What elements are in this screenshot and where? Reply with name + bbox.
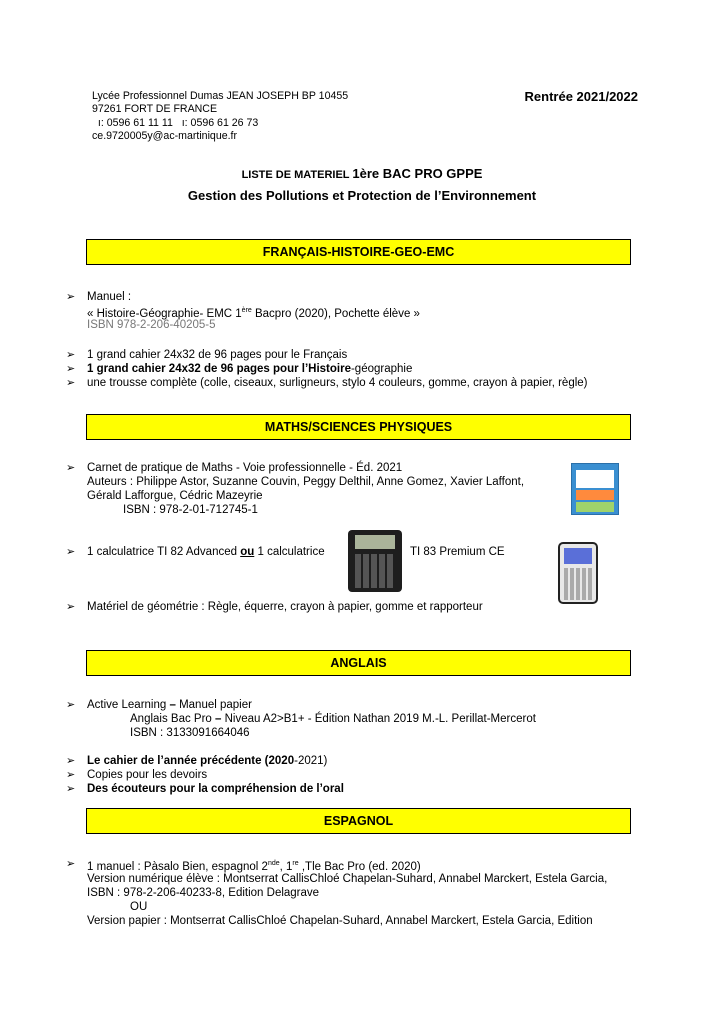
espagnol-numerique: Version numérique élève : Montserrat CallisChloé Chapelan-Suhard, Annabel Marckert, Estela Garcia,: [87, 873, 608, 885]
item-text: Copies pour les devoirs: [87, 769, 208, 781]
niveau-b: Niveau A2>B1+ - Édition Nathan 2019 M.-L. Perillat-Mercerot: [221, 713, 536, 725]
school-city: 97261 FORT DE FRANCE: [92, 103, 218, 116]
maths-authors-line1: Auteurs : Philippe Astor, Suzanne Couvin, Peggy Delthil, Anne Gomez, Xavier Laffont,: [87, 476, 525, 488]
book-band: [576, 470, 614, 488]
active-dash: –: [169, 699, 176, 711]
arrow-bullet-icon: ➢: [66, 769, 76, 781]
arrow-bullet-icon: ➢: [66, 462, 76, 474]
book-band: [576, 502, 614, 512]
maths-authors-line2: Gérald Lafforgue, Cédric Mazeyrie: [87, 490, 263, 502]
section-heading-anglais: ANGLAIS: [86, 650, 631, 676]
arrow-bullet-icon: ➢: [66, 755, 76, 767]
espagnol-papier: Version papier : Montserrat CallisChloé Chapelan-Suhard, Annabel Marckert, Estela Garcia, Edition: [87, 915, 593, 927]
espagnol-or: OU: [130, 901, 148, 913]
school-name: Lycée Professionnel Dumas JEAN JOSEPH BP 10455: [92, 90, 349, 102]
school-email[interactable]: ce.9720005y@ac-martinique.fr: [92, 130, 238, 143]
arrow-bullet-icon: ➢: [66, 546, 76, 558]
calc-or: ou: [240, 546, 255, 558]
calculator-keys: [355, 554, 395, 588]
school-phone: ı: 0596 61 11 11 ı: 0596 61 26 73: [92, 116, 259, 129]
item-text: [87, 362, 412, 376]
arrow-bullet-icon: ➢: [66, 601, 76, 613]
active-b: Manuel papier: [175, 699, 252, 711]
manual-label: Manuel :: [87, 291, 132, 303]
school-year: Rentrée 2021/2022: [524, 89, 638, 104]
anglais-niveau: [130, 712, 536, 726]
calc-text-a: 1 calculatrice TI 82 Advanced: [87, 546, 241, 558]
item-text: Matériel de géométrie : Règle, équerre, crayon à papier, gomme et rapporteur: [87, 601, 483, 613]
item-text: une trousse complète (colle, ciseaux, surligneurs, stylo 4 couleurs, gomme, crayon à papier, règle): [87, 377, 588, 389]
espagnol-isbn: ISBN : 978-2-206-40233-8, Edition Delagrave: [87, 887, 320, 899]
title-main: 1ère BAC PRO GPPE: [352, 166, 483, 181]
manuel-b: , 1: [279, 860, 293, 873]
manuel-sup2: re: [292, 860, 299, 867]
arrow-bullet-icon: ➢: [66, 858, 76, 870]
arrow-bullet-icon: ➢: [66, 349, 76, 361]
calculator-screen: [564, 548, 592, 564]
manual-isbn: ISBN 978-2-206-40205-5: [87, 319, 216, 331]
item-text: [87, 698, 252, 712]
niveau-dash: –: [215, 713, 222, 725]
item-text: [87, 754, 327, 768]
manuel-sup1: nde: [267, 860, 280, 867]
item-text-rest: -géographie: [350, 363, 413, 375]
ti82-calculator-icon: [348, 530, 402, 592]
section-heading-maths: MATHS/SCIENCES PHYSIQUES: [86, 414, 631, 440]
arrow-bullet-icon: ➢: [66, 699, 76, 711]
arrow-bullet-icon: ➢: [66, 363, 76, 375]
school-address: [92, 90, 348, 144]
manual-title-a: « Histoire-Géographie- EMC 1: [87, 307, 242, 320]
active-a: Active Learning: [87, 699, 170, 711]
section-heading-espagnol: ESPAGNOL: [86, 808, 631, 834]
section-heading-francais: FRANÇAIS-HISTOIRE-GEO-EMC: [86, 239, 631, 265]
item-text: 1 grand cahier 24x32 de 96 pages pour le Français: [87, 349, 348, 361]
arrow-bullet-icon: ➢: [66, 291, 76, 303]
item-text: [87, 545, 325, 559]
maths-book-cover-icon: [571, 463, 619, 515]
calc-text-b: 1 calculatrice: [254, 546, 325, 558]
manual-title-b: Bacpro (2020), Pochette élève »: [251, 307, 420, 320]
cahier-bold: Le cahier de l’année précédente (2020: [87, 755, 295, 767]
cahier-rest: -2021): [294, 755, 328, 767]
title-prefix: LISTE DE MATERIEL: [241, 169, 353, 181]
maths-isbn: ISBN : 978-2-01-712745-1: [123, 504, 258, 516]
item-text: Carnet de pratique de Maths - Voie professionnelle - Éd. 2021: [87, 462, 403, 474]
niveau-a: Anglais Bac Pro: [130, 713, 216, 725]
item-text-bold: 1 grand cahier 24x32 de 96 pages pour l’Histoire: [87, 363, 351, 375]
calculator-screen: [355, 535, 395, 549]
item-text: Des écouteurs pour la compréhension de l’oral: [87, 783, 344, 795]
arrow-bullet-icon: ➢: [66, 377, 76, 389]
book-band: [576, 490, 614, 500]
anglais-isbn: ISBN : 3133091664046: [130, 727, 250, 739]
list-subtitle: Gestion des Pollutions et Protection de l’Environnement: [187, 188, 537, 203]
calc-ti83-text: TI 83 Premium CE: [410, 546, 505, 558]
manuel-a: 1 manuel : Pàsalo Bien, espagnol 2: [87, 860, 268, 873]
manual-title-sup: ère: [241, 307, 252, 314]
arrow-bullet-icon: ➢: [66, 783, 76, 795]
list-title: [0, 166, 724, 181]
manuel-c: ,Tle Bac Pro (ed. 2020): [298, 860, 421, 873]
calculator-keys: [564, 568, 592, 600]
ti83-calculator-icon: [558, 542, 598, 604]
